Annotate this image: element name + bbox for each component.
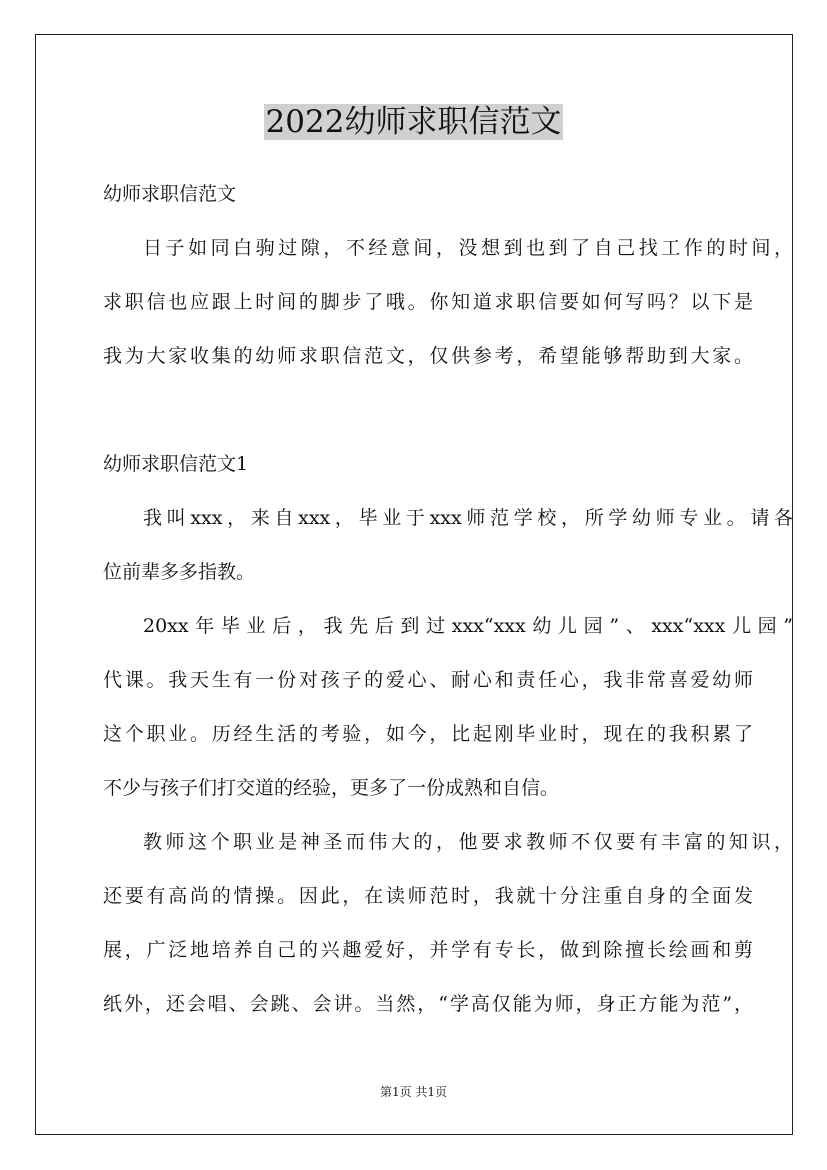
intro-line: 求职信也应跟上时间的脚步了哦。你知道求职信要如何写吗？以下是 — [103, 291, 753, 313]
section-heading: 幼师求职信范文 — [103, 183, 237, 205]
paragraph-line: 还要有高尚的情操。因此，在读师范时，我就十分注重自身的全面发 — [103, 885, 753, 907]
paragraph-line: 我叫xxx，来自xxx，毕业于xxx师范学校，所学幼师专业。请各 — [143, 507, 793, 529]
document-body — [103, 176, 793, 1040]
paragraph-line: 这个职业。历经生活的考验，如今，比起刚毕业时，现在的我积累了 — [103, 723, 753, 745]
paragraph-line: 代课。我天生有一份对孩子的爱心、耐心和责任心，我非常喜爱幼师 — [103, 669, 753, 691]
document-title-text: 2022幼师求职信范文 — [265, 104, 562, 140]
intro-line: 日子如同白驹过隙，不经意间，没想到也到了自己找工作的时间， — [143, 237, 793, 259]
paragraph-line: 教师这个职业是神圣而伟大的，他要求教师不仅要有丰富的知识， — [143, 831, 793, 853]
document-title — [0, 100, 827, 144]
section-heading: 幼师求职信范文1 — [103, 453, 249, 475]
paragraph-line: 展，广泛地培养自己的兴趣爱好，并学有专长，做到除擅长绘画和剪 — [103, 939, 753, 961]
page-footer: 第1页 共1页 — [379, 1085, 448, 1099]
paragraph-line: 位前辈多多指教。 — [103, 561, 256, 583]
intro-line: 我为大家收集的幼师求职信范文，仅供参考，希望能够帮助到大家。 — [103, 345, 753, 367]
paragraph-line: 20xx年毕业后，我先后到过xxx“xxx幼儿园”、xxx“xxx儿园” — [143, 615, 793, 637]
blank-line — [103, 392, 753, 446]
paragraph-line: 不少与孩子们打交道的经验，更多了一份成熟和自信。 — [103, 777, 560, 799]
paragraph-line: 纸外，还会唱、会跳、会讲。当然，“学高仅能为师，身正方能为范”， — [103, 993, 753, 1015]
